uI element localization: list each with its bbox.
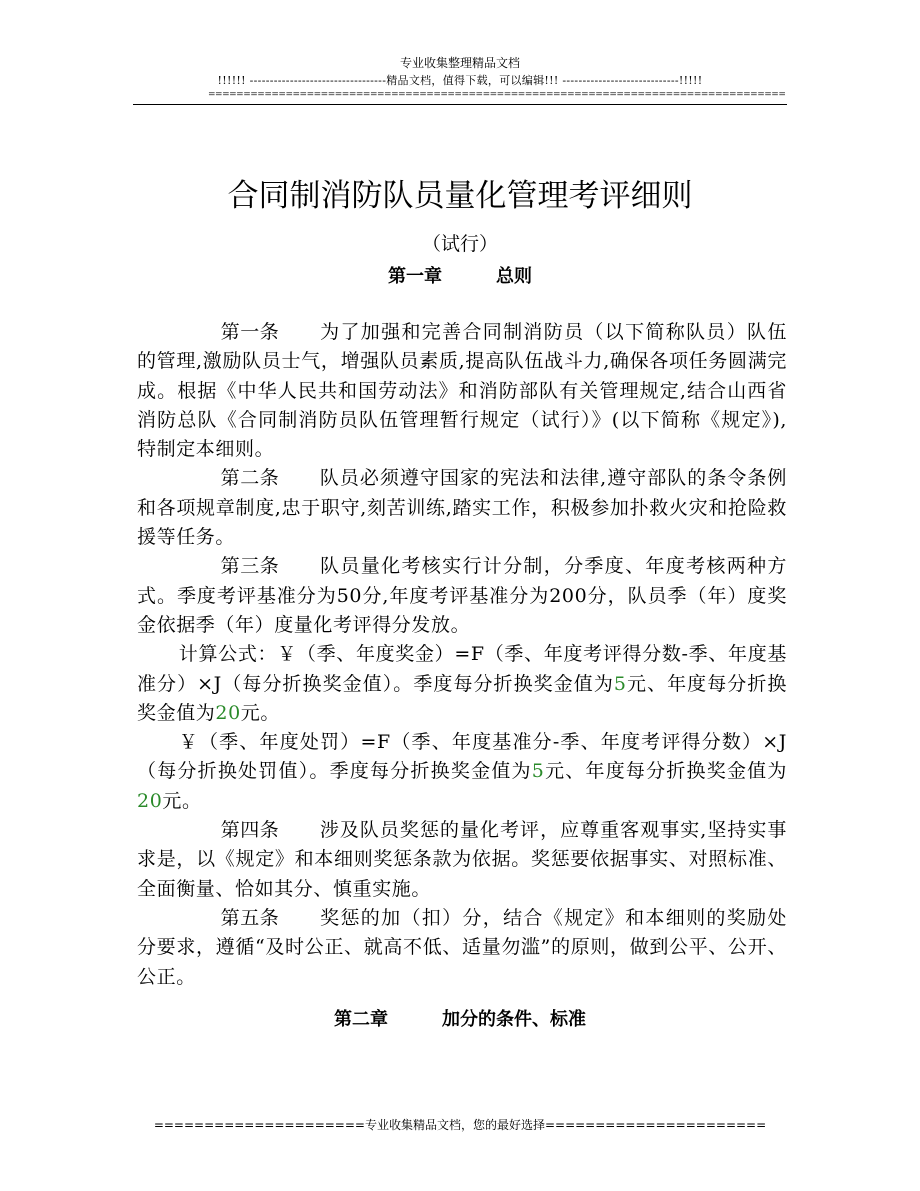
formula-1-post: 元。 <box>240 701 280 724</box>
article-4-label: 第四条 <box>220 819 280 842</box>
article-3 <box>137 552 787 640</box>
article-3-text: 队员量化考核实行计分制，分季度、年度考核两种方式。季度考评基准分为50分,年度考评基准分为200分，队员季（年）度奖金依据季（年）度量化考评得分发放。 <box>137 555 787 636</box>
article-2 <box>137 464 787 552</box>
article-3-label: 第三条 <box>220 555 280 578</box>
header-middle-text: !!!!!! ----------------------------------精品文档，值得下载，可以编辑!!! -----------------------------!!!!! <box>217 74 703 87</box>
formula-2-value-2: 20 <box>137 789 163 812</box>
formula-2 <box>137 728 787 816</box>
document-subtitle: （试行） <box>421 233 498 255</box>
footer-text: =====================专业收集精品文档，您的最好选择====================== <box>153 1118 767 1132</box>
formula-2-pre: ￥（季、年度处罚）=F（季、年度基准分-季、年度考评得分数）×J（每分折换处罚值）。季度每分折换奖金值为 <box>137 731 787 783</box>
formula-1-mid: 元、年度每分折换奖金值为 <box>137 672 787 724</box>
chapter-1-name: 总则 <box>496 266 532 287</box>
header-rule <box>133 104 787 105</box>
chapter-1-heading <box>0 265 920 289</box>
article-1-text: 为了加强和完善合同制消防员（以下简称队员）队伍的管理,激励队员士气，增强队员素质,提高队伍战斗力,确保各项任务圆满完成。根据《中华人民共和国劳动法》和消防部队有关管理规定,结合山西省消防总队《合同制消防员队伍管理暂行规定（试行）》(以下简称《规定》),特制定本细则。 <box>137 321 787 461</box>
article-4-text: 涉及队员奖惩的量化考评，应尊重客观事实,坚持实事求是，以《规定》和本细则奖惩条款为依据。奖惩要依据事实、对照标准、全面衡量、恰如其分、慎重实施。 <box>137 819 787 900</box>
header-top-text: 专业收集整理精品文档 <box>399 56 520 70</box>
chapter-2-heading <box>0 1008 920 1032</box>
article-5-text: 奖惩的加（扣）分，结合《规定》和本细则的奖励处分要求，遵循“及时公正、就高不低、适量勿滥”的原则，做到公平、公开、公正。 <box>137 906 787 988</box>
formula-2-post: 元。 <box>162 789 202 812</box>
formula-1-value-1: 5 <box>613 672 627 695</box>
chapter-2-number: 第二章 <box>334 1009 388 1030</box>
formula-1-pre: 计算公式：￥（季、年度奖金）=F（季、年度考评得分数-季、年度基准分）×J（每分折换奖金值）。季度每分折换奖金值为 <box>137 643 787 695</box>
article-2-text: 队员必须遵守国家的宪法和法律,遵守部队的条令条例和各项规章制度,忠于职守,刻苦训练,踏实工作，积极参加扑救火灾和抢险救援等任务。 <box>137 467 787 549</box>
document-body <box>137 318 787 992</box>
formula-2-value-1: 5 <box>531 760 545 783</box>
document-title: 合同制消防队员量化管理考评细则 <box>227 178 693 214</box>
header-equals-line: ================================================================================== <box>208 90 786 100</box>
chapter-1-number: 第一章 <box>388 266 442 287</box>
chapter-2-name: 加分的条件、标准 <box>442 1009 586 1030</box>
article-1 <box>137 318 787 464</box>
formula-1 <box>137 640 787 728</box>
article-1-label: 第一条 <box>220 321 280 343</box>
article-2-label: 第二条 <box>220 467 280 490</box>
formula-2-mid: 元、年度每分折换奖金值为 <box>544 760 787 783</box>
article-4 <box>137 816 787 904</box>
formula-1-value-2: 20 <box>215 701 241 724</box>
article-5-label: 第五条 <box>220 906 280 929</box>
article-5 <box>137 904 787 992</box>
